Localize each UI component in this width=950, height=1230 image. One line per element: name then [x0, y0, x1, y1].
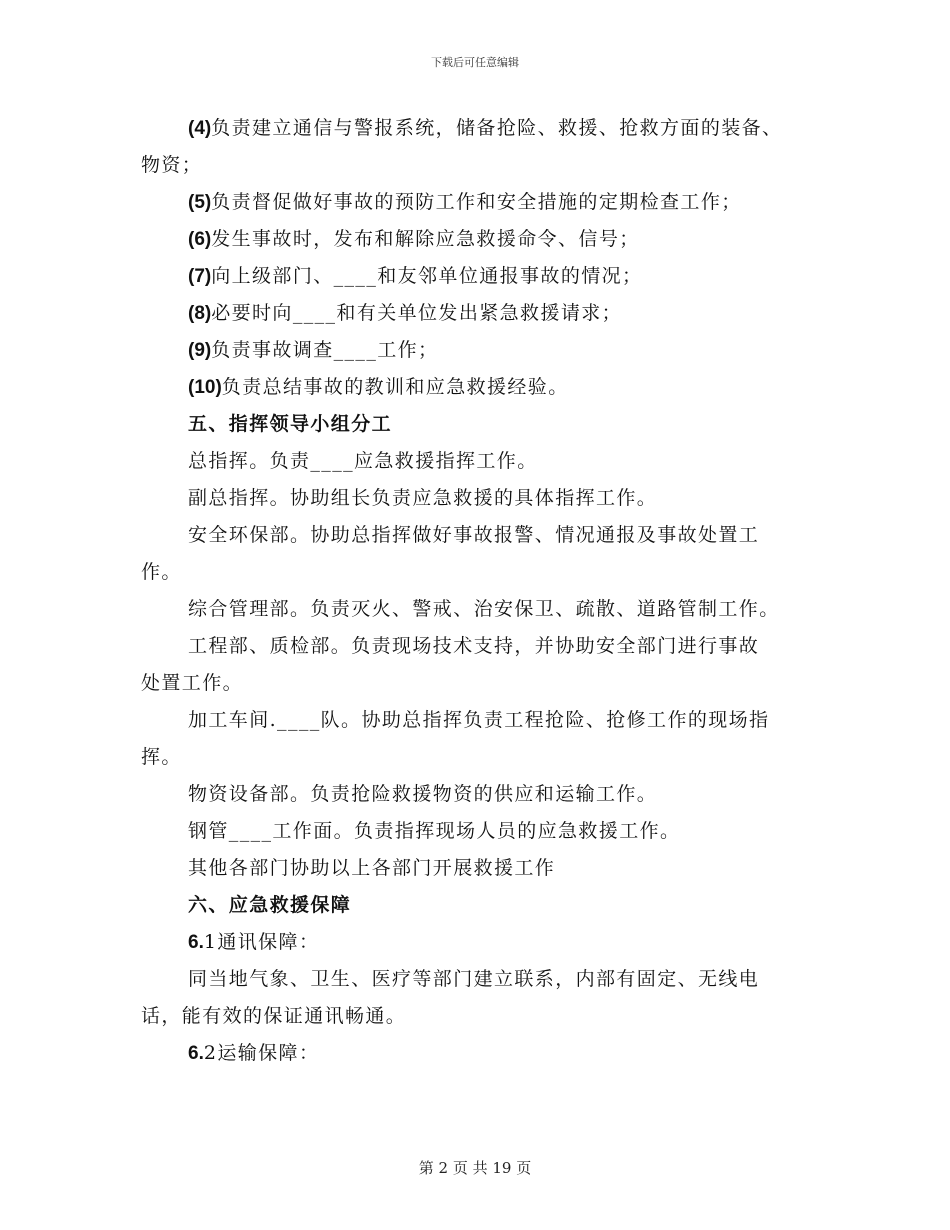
line-text: 负责总结事故的教训和应急救援经验。: [221, 376, 569, 398]
paragraph-line: [188, 263, 642, 290]
line-text: 加工车间.____队。协助总指挥负责工程抢险、抢修工作的现场指: [188, 709, 770, 731]
line-text: 总指挥。负责____应急救援指挥工作。: [188, 450, 538, 472]
line-text: 安全环保部。协助总指挥做好事故报警、情况通报及事故处置工: [188, 524, 760, 546]
paragraph-line: [188, 1040, 319, 1067]
item-number: (8): [188, 303, 212, 324]
item-number: (6): [188, 229, 212, 250]
item-number: 6.: [188, 1043, 204, 1064]
line-text: 物资设备部。负责抢险救援物资的供应和运输工作。: [188, 783, 658, 805]
paragraph-line: [141, 1003, 406, 1029]
paragraph-line: [188, 300, 622, 327]
paragraph-line: [188, 226, 640, 253]
line-text: 六、应急救援保障: [188, 894, 352, 916]
line-text: 负责事故调查____工作；: [211, 339, 439, 361]
paragraph-line: [188, 966, 759, 992]
paragraph-line: [188, 818, 680, 844]
line-text: 综合管理部。负责灭火、警戒、治安保卫、疏散、道路管制工作。: [188, 598, 780, 620]
line-text: 同当地气象、卫生、医疗等部门建立联系，内部有固定、无线电: [188, 968, 760, 990]
line-text: 物资；: [141, 154, 203, 176]
paragraph-line: [141, 559, 182, 585]
paragraph-line: [188, 115, 782, 142]
line-text: 发生事故时，发布和解除应急救援命令、信号；: [211, 228, 640, 250]
line-text: 其他各部门协助以上各部门开展救援工作: [188, 857, 556, 879]
line-text: 负责建立通信与警报系统，储备抢险、救援、抢救方面的装备、: [211, 117, 783, 139]
paragraph-line: [188, 781, 657, 807]
paragraph-line: [188, 522, 759, 548]
line-text: 钢管____工作面。负责指挥现场人员的应急救援工作。: [188, 820, 681, 842]
line-text: 挥。: [141, 746, 182, 768]
paragraph-line: [141, 152, 202, 178]
line-text: 工程部、质检部。负责现场技术支持，并协助安全部门进行事故: [188, 635, 760, 657]
page-footer: 第 2 页 共 19 页: [418, 1159, 532, 1177]
page-header: 下载后可任意编辑: [431, 56, 519, 69]
line-text: 必要时向____和有关单位发出紧急救援请求；: [211, 302, 623, 324]
section-heading: [188, 411, 392, 437]
paragraph-line: [188, 374, 569, 401]
paragraph-line: [188, 337, 438, 364]
paragraph-line: [188, 596, 780, 622]
paragraph-line: [188, 189, 742, 216]
paragraph-line: [188, 633, 759, 659]
line-text: 处置工作。: [141, 672, 244, 694]
line-text: 向上级部门、____和友邻单位通报事故的情况；: [211, 265, 643, 287]
line-text: 副总指挥。协助组长负责应急救援的具体指挥工作。: [188, 487, 658, 509]
item-number: (9): [188, 340, 212, 361]
line-text: 1通讯保障：: [203, 931, 320, 953]
item-number: (10): [188, 377, 222, 398]
paragraph-line: [188, 929, 319, 956]
paragraph-line: [188, 855, 555, 881]
paragraph-line: [188, 448, 538, 474]
item-number: (7): [188, 266, 212, 287]
line-text: 作。: [141, 561, 182, 583]
paragraph-line: [188, 707, 769, 733]
item-number: (5): [188, 192, 212, 213]
item-number: (4): [188, 118, 212, 139]
paragraph-line: [141, 670, 243, 696]
paragraph-line: [141, 744, 182, 770]
line-text: 负责督促做好事故的预防工作和安全措施的定期检查工作；: [211, 191, 742, 213]
line-text: 五、指挥领导小组分工: [188, 413, 393, 435]
item-number: 6.: [188, 932, 204, 953]
line-text: 话，能有效的保证通讯畅通。: [141, 1005, 407, 1027]
section-heading: [188, 892, 351, 918]
paragraph-line: [188, 485, 657, 511]
line-text: 2运输保障：: [203, 1042, 320, 1064]
